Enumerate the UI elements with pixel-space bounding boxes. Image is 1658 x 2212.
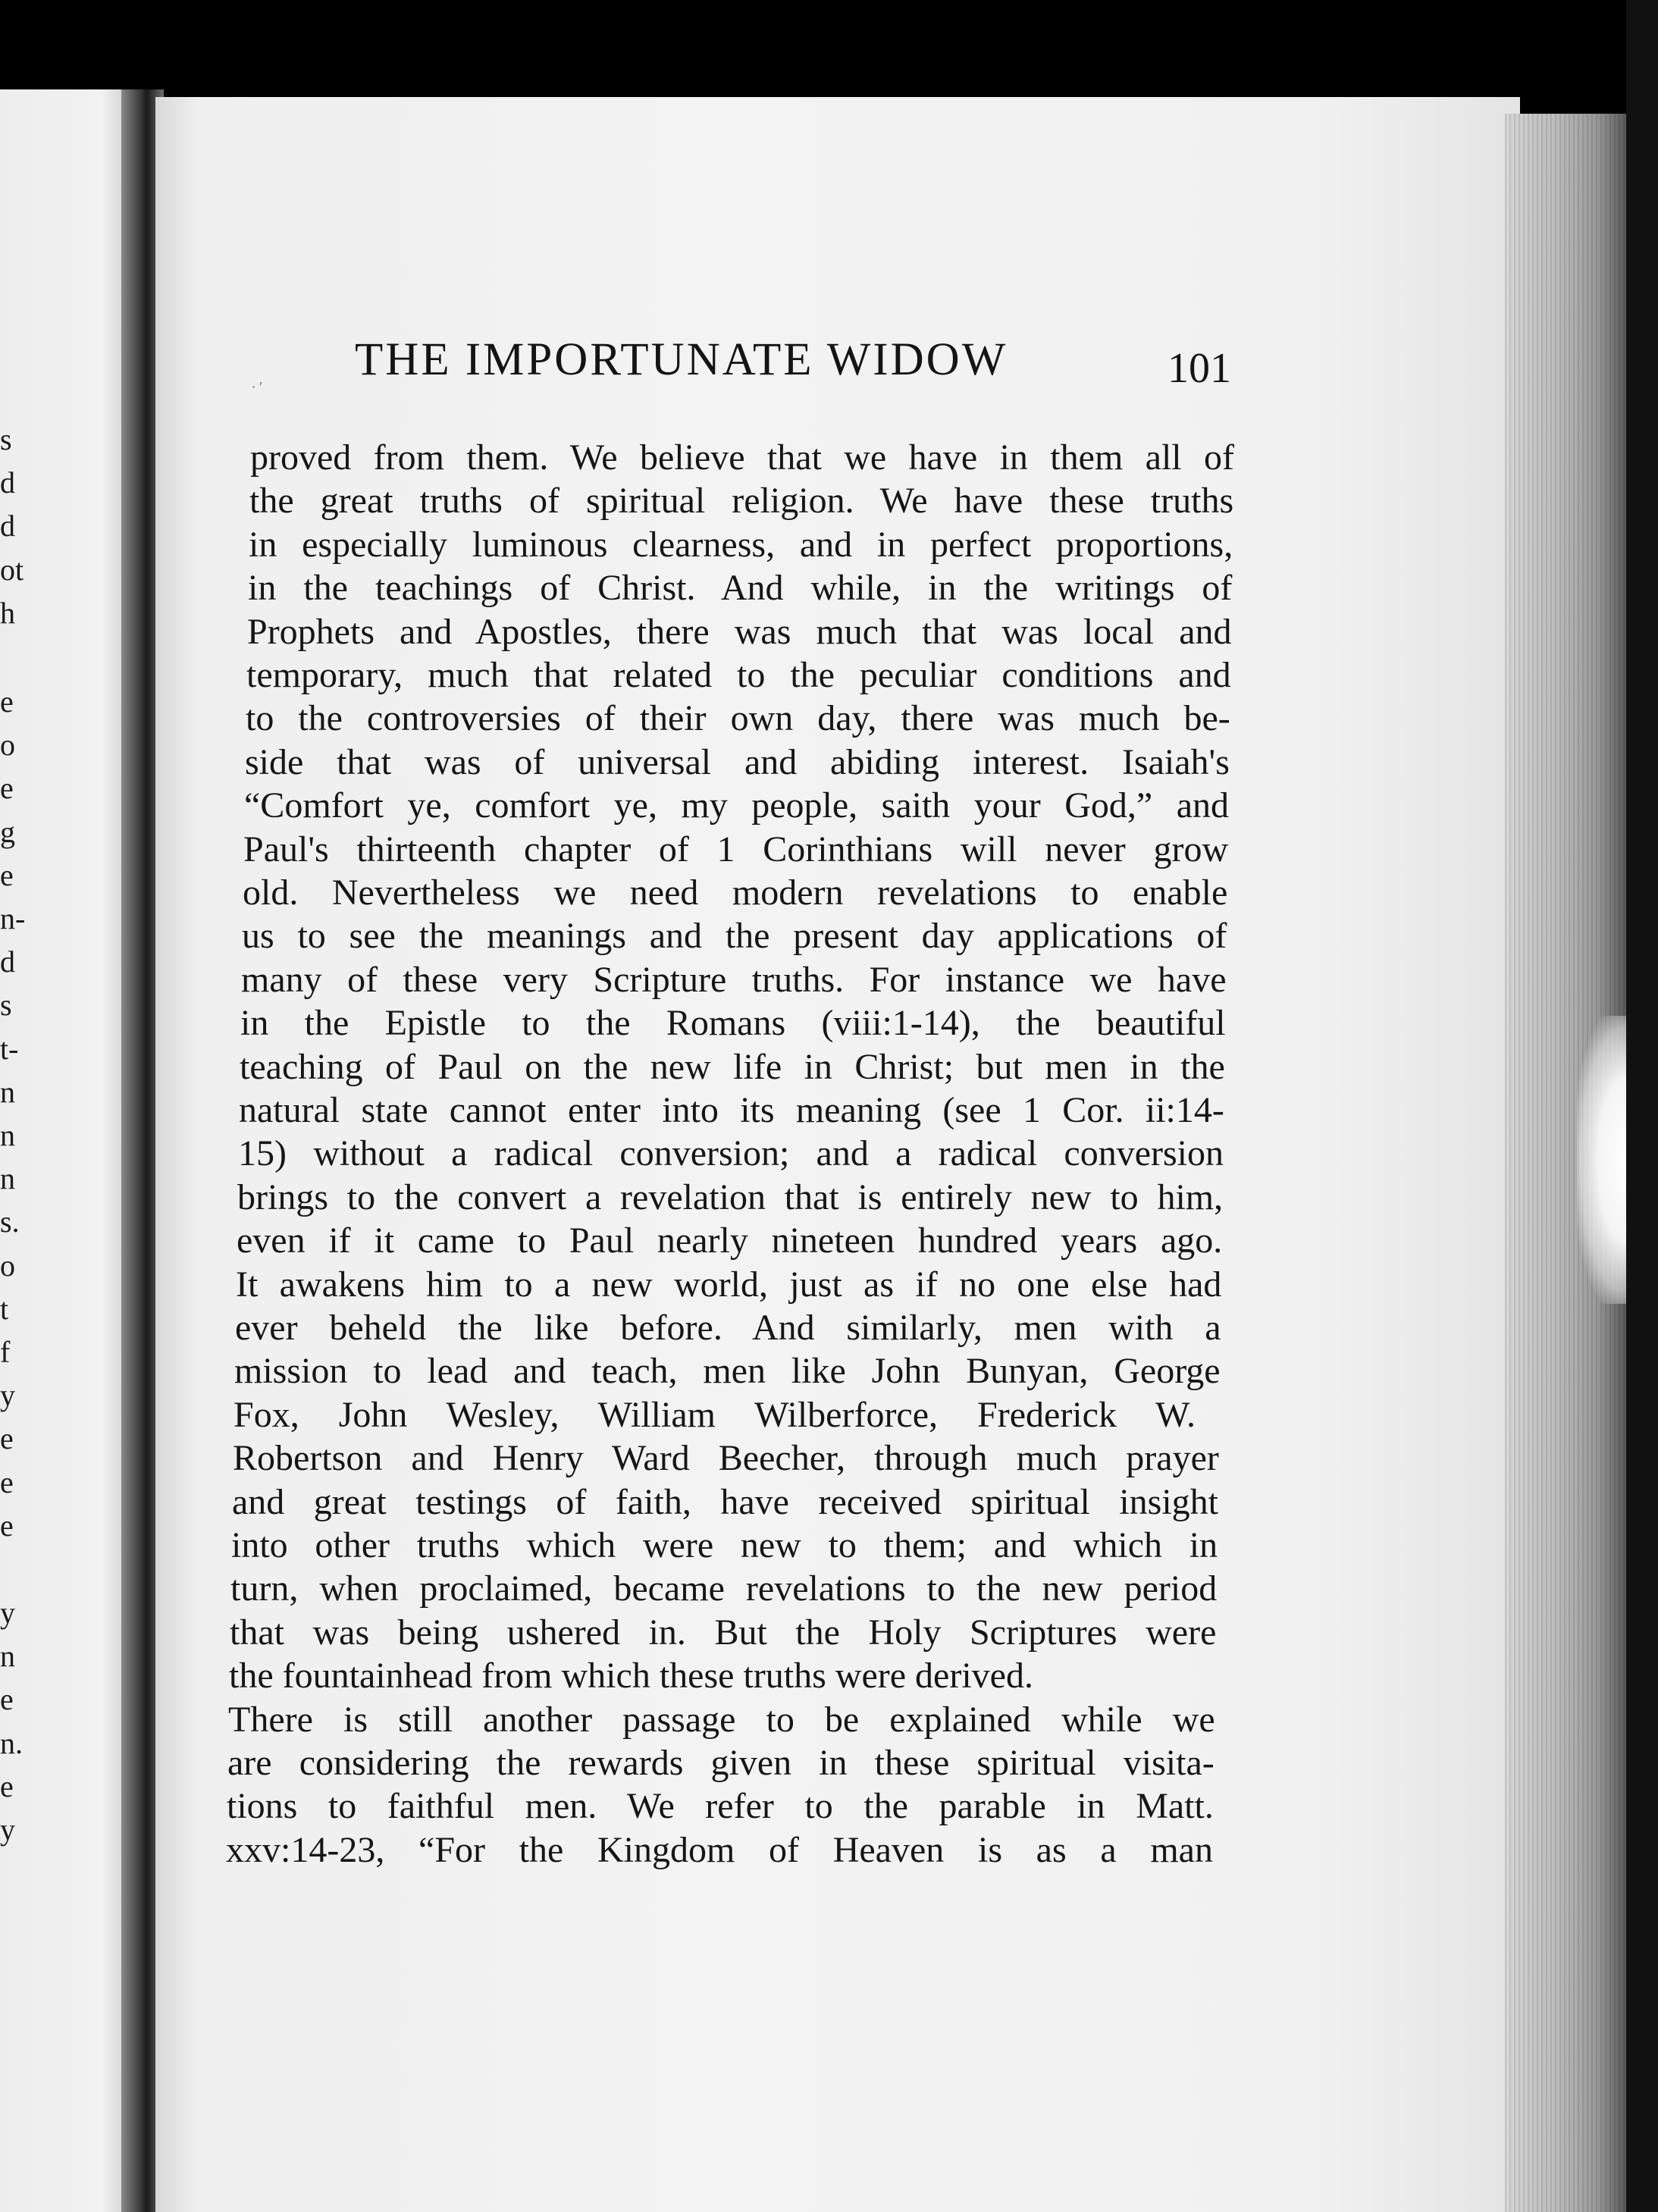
running-head: THE IMPORTUNATE WIDOW bbox=[355, 334, 1008, 385]
left-page-fragment: ot bbox=[0, 552, 24, 587]
left-page-fragment: e bbox=[0, 1465, 14, 1499]
left-page-fragment: g bbox=[0, 814, 15, 849]
text-line: Fox, John Wesley, William Wilberforce, Frederick W. bbox=[233, 1394, 1196, 1435]
head-specks: ∙ ′ bbox=[252, 379, 263, 396]
text-line: xxv:14-23, “For the Kingdom of Heaven is as a man bbox=[226, 1829, 1213, 1870]
left-page-fragment: e bbox=[0, 685, 14, 719]
left-page-fragment: s bbox=[0, 422, 12, 456]
left-page-fragment: y bbox=[0, 1378, 15, 1413]
text-line: many of these very Scripture truths. For instance we have bbox=[241, 959, 1227, 1000]
text-line: are considering the rewards given in these spiritual visita- bbox=[227, 1743, 1215, 1783]
text-line: into other truths which were new to them; and which in bbox=[231, 1525, 1218, 1565]
text-line: in the Epistle to the Romans (viii:1-14), the beautiful bbox=[240, 1003, 1226, 1044]
left-page-fragment: y bbox=[0, 1596, 15, 1630]
left-page-fragment: t- bbox=[0, 1031, 19, 1066]
left-page-fragment: d bbox=[0, 465, 15, 500]
text-line: It awakens him to a new world, just as if no one else had bbox=[236, 1264, 1222, 1305]
left-page-fragment: e bbox=[0, 1682, 14, 1717]
left-page-fragment: e bbox=[0, 1769, 14, 1803]
text-line: temporary, much that related to the peculiar conditions and bbox=[246, 655, 1231, 695]
left-page-fragment: h bbox=[0, 595, 15, 630]
text-line: Robertson and Henry Ward Beecher, through much prayer bbox=[233, 1438, 1219, 1479]
left-page-fragment: n- bbox=[0, 901, 26, 935]
left-page-fragment: n. bbox=[0, 1725, 23, 1760]
left-page-fragment: e bbox=[0, 1508, 14, 1543]
text-line: natural state cannot enter into its meaning (see 1 Cor. ii:14- bbox=[239, 1090, 1224, 1130]
text-line: that was being ushered in. But the Holy Scriptures were bbox=[230, 1612, 1217, 1653]
text-line: in especially luminous clearness, and in perfect proportions, bbox=[249, 524, 1233, 565]
left-page-fragment: t bbox=[0, 1291, 9, 1326]
text-line: and great testings of faith, have received spiritual insight bbox=[232, 1481, 1218, 1522]
left-page-fragment: d bbox=[0, 509, 15, 544]
text-line: brings to the convert a revelation that is entirely new to him, bbox=[237, 1176, 1224, 1217]
text-line: teaching of Paul on the new life in Christ; but men in the bbox=[240, 1046, 1225, 1087]
text-line: 15) without a radical conversion; and a radical conversion bbox=[238, 1133, 1224, 1174]
left-page-fragment: o bbox=[0, 728, 15, 763]
text-line: Paul's thirteenth chapter of 1 Corinthians will never grow bbox=[243, 829, 1229, 869]
left-page-fragment: e bbox=[0, 857, 14, 892]
text-line: turn, when proclaimed, became revelations to the new period bbox=[230, 1568, 1218, 1609]
left-page-fragment: o bbox=[0, 1248, 15, 1283]
page-number: 101 bbox=[1167, 345, 1231, 392]
left-page-fragment: s. bbox=[0, 1205, 20, 1239]
text-line: the fountainhead from which these truths were derived. bbox=[229, 1656, 1033, 1697]
left-page-fragment: e bbox=[0, 1421, 14, 1456]
text-line: old. Nevertheless we need modern revelations to enable bbox=[243, 873, 1228, 913]
scan-border bbox=[1626, 0, 1658, 2212]
text-line: even if it came to Paul nearly nineteen hundred years ago. bbox=[237, 1220, 1223, 1261]
text-line: mission to lead and teach, men like John Bunyan, George bbox=[234, 1351, 1221, 1392]
text-line: Prophets and Apostles, there was much that was local and bbox=[247, 611, 1232, 652]
left-page-fragment: d bbox=[0, 945, 15, 979]
left-page-fragment: s bbox=[0, 988, 12, 1023]
text-line: side that was of universal and abiding interest. Isaiah's bbox=[245, 741, 1230, 782]
left-page-fragment: n bbox=[0, 1639, 15, 1674]
text-line: “Comfort ye, comfort ye, my people, saith your God,” and bbox=[244, 785, 1229, 826]
left-page-fragment: n bbox=[0, 1161, 15, 1196]
text-line: us to see the meanings and the present day applications of bbox=[242, 916, 1227, 957]
left-page-fragment: f bbox=[0, 1335, 11, 1369]
left-page-fragment: e bbox=[0, 771, 14, 806]
left-page-fragment: n bbox=[0, 1074, 15, 1109]
text-line: to the controversies of their own day, there was much be- bbox=[246, 698, 1230, 739]
text-line: proved from them. We believe that we have in them all of bbox=[250, 437, 1234, 478]
paragraph-start-line: There is still another passage to be explained while we bbox=[228, 1699, 1215, 1740]
text-line: in the teachings of Christ. And while, in the writings of bbox=[248, 568, 1233, 609]
left-page-fragment: n bbox=[0, 1118, 15, 1152]
left-page-fragment: y bbox=[0, 1813, 15, 1847]
text-line: ever beheld the like before. And similarly, men with a bbox=[235, 1308, 1221, 1348]
text-line: tions to faithful men. We refer to the parable in Matt. bbox=[227, 1786, 1214, 1827]
text-line: the great truths of spiritual religion. We have these truths bbox=[249, 481, 1234, 522]
